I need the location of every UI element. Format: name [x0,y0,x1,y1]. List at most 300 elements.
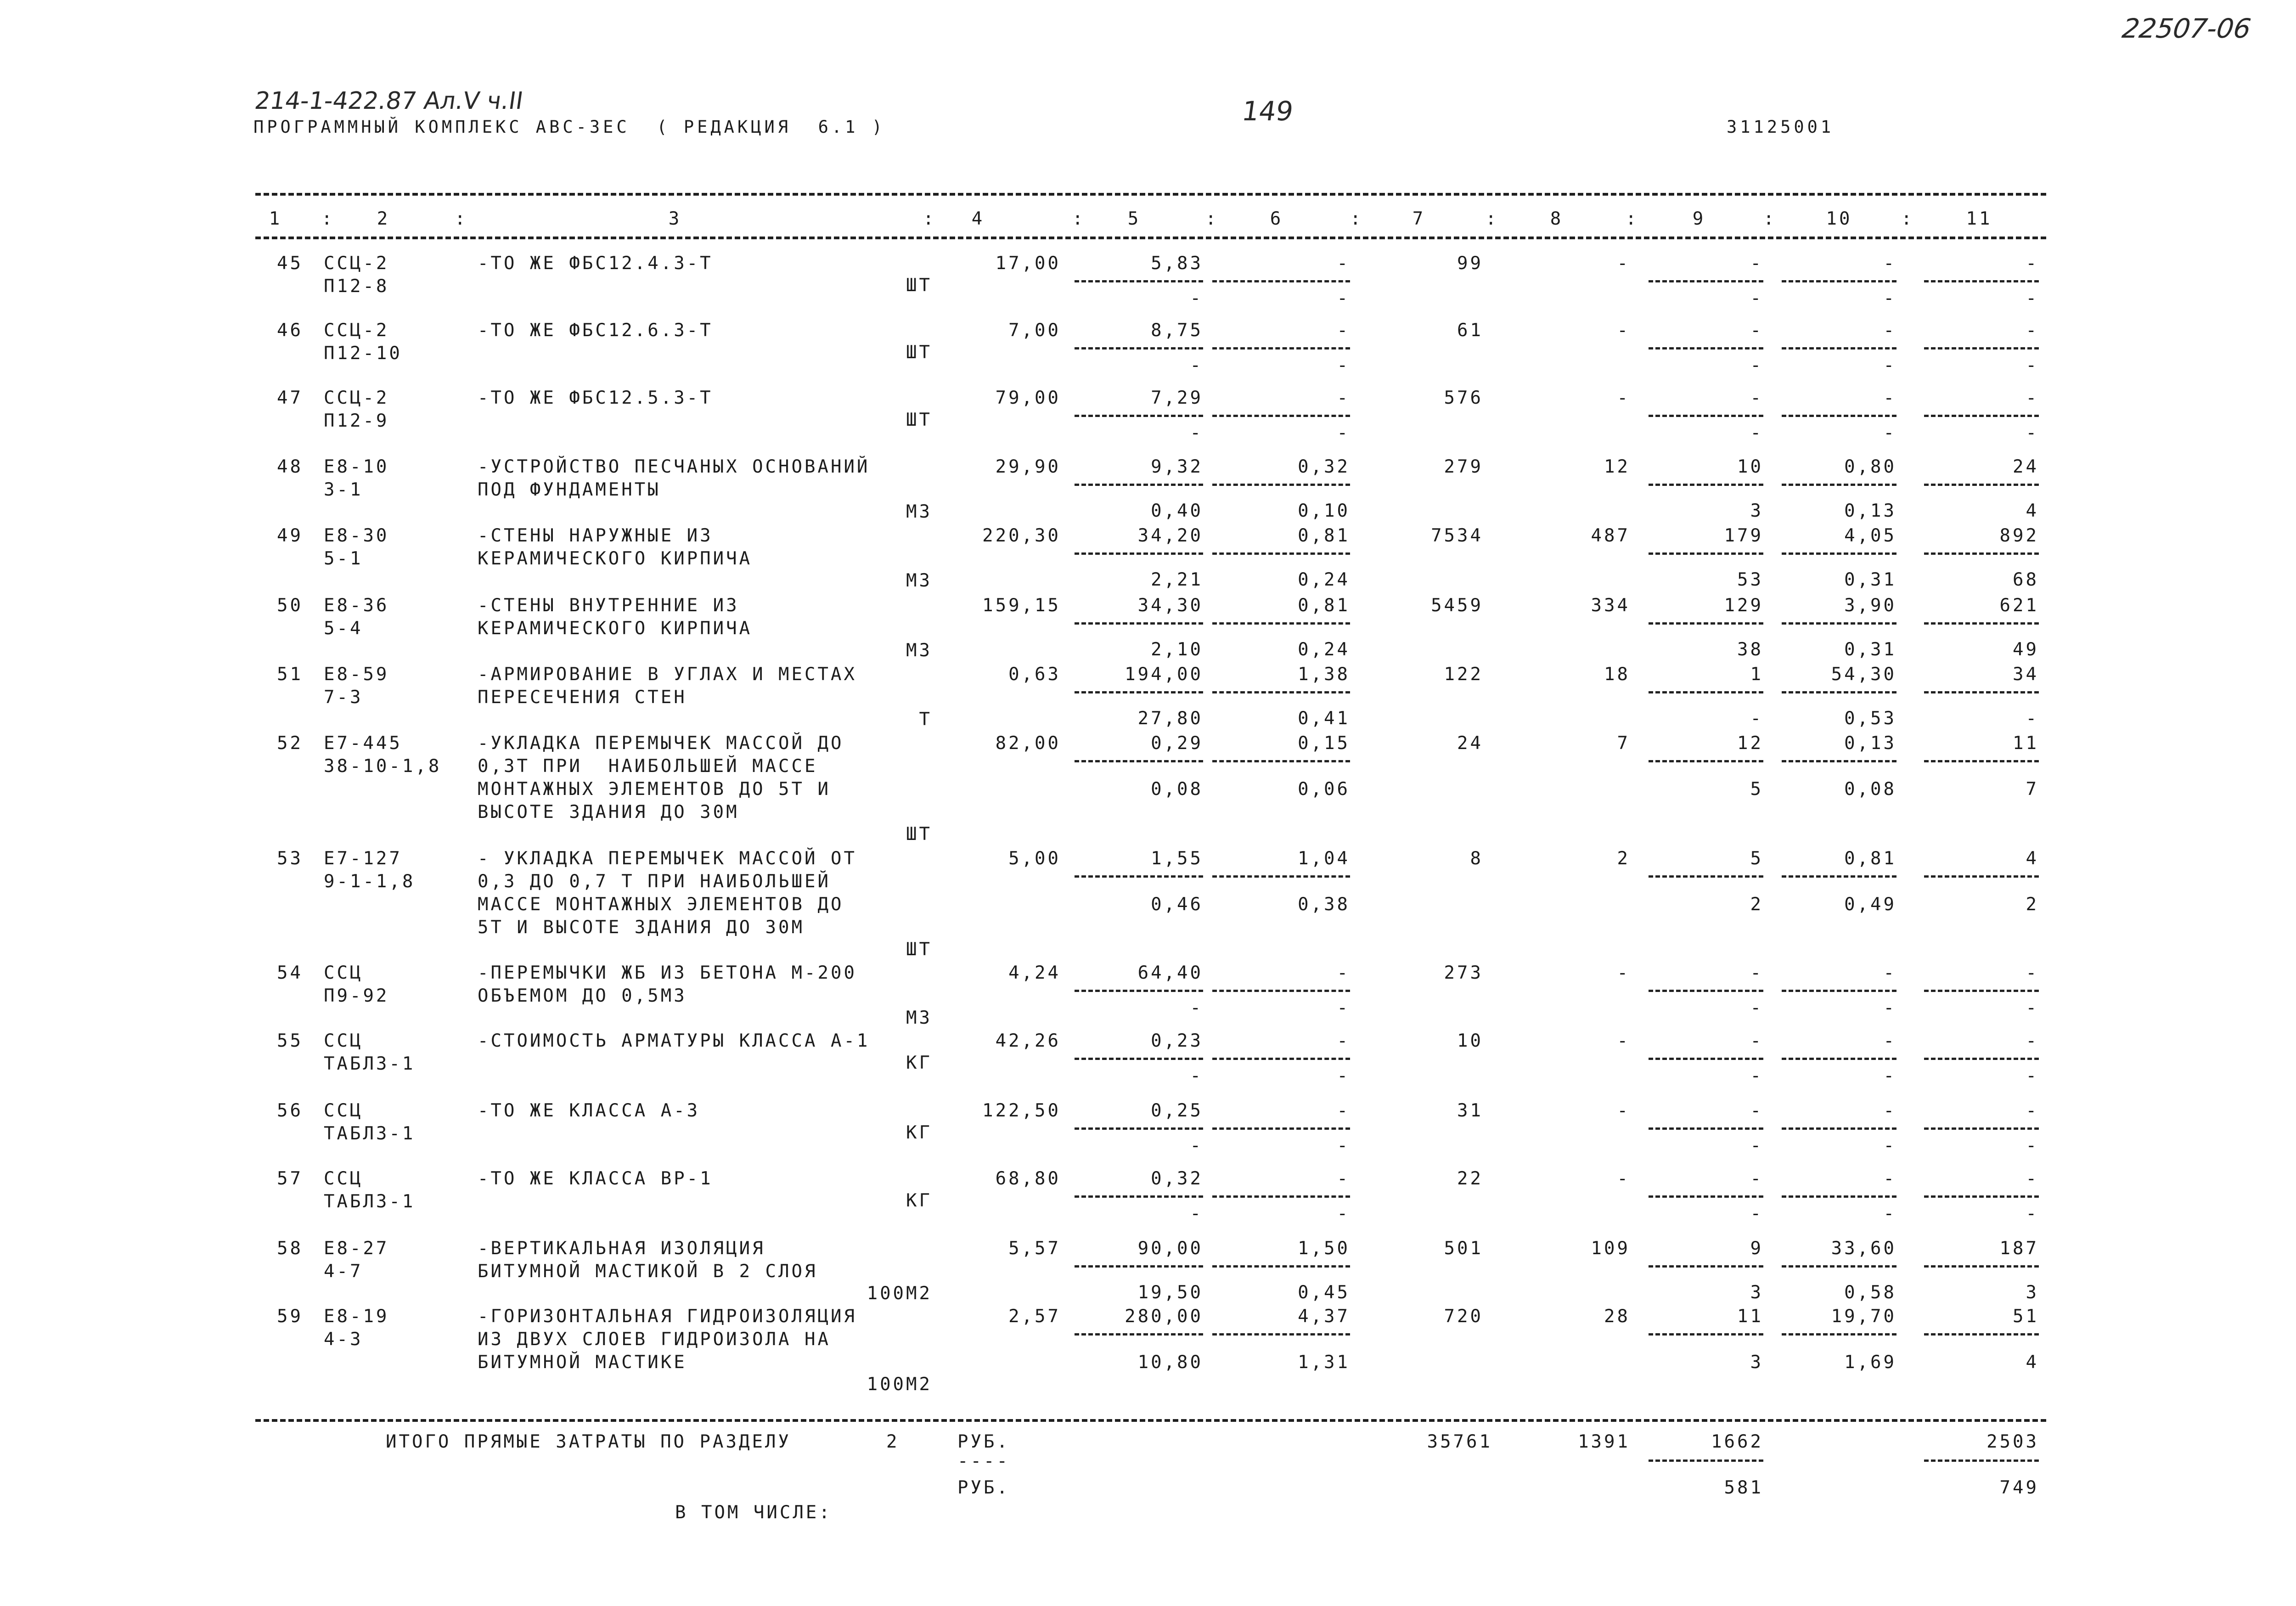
row-c5-value: 5,83 [1151,253,1203,274]
row-c10-subvalue: 0,31 [1844,639,1896,660]
row-c5-value: 34,20 [1137,525,1203,546]
subtotal-dash-line [1649,1333,1763,1336]
row-c5-subvalue: 27,80 [1137,708,1203,729]
row-code-sub: П9-92 [324,986,389,1006]
row-c10-subvalue: - [1883,288,1896,309]
row-code: Е8-36 [324,595,389,616]
row-col8-value: 2 [1617,848,1630,869]
subtotal-dash-line [1075,552,1203,555]
subtotal-dash-line [1782,415,1896,417]
row-c6-value: - [1337,388,1350,408]
row-unit: ШТ [906,342,932,363]
row-description: МАССЕ МОНТАЖНЫХ ЭЛЕМЕНТОВ ДО [478,894,844,915]
subtotal-dash-line [1649,552,1763,555]
row-col7-value: 5459 [1431,595,1483,616]
totals-col11: 2503 [1986,1431,2039,1452]
document-code: 214-1-422.87 Ал.V ч.II [253,87,525,115]
subtotal-dash-line [1782,347,1896,349]
row-c11-subvalue: - [2026,288,2039,309]
row-c10-value: - [1883,1100,1896,1121]
row-code-sub: 9-1-1,8 [324,871,416,892]
row-number: 52 [277,733,303,754]
row-c5-subvalue: 2,21 [1151,569,1203,590]
row-code-sub: П12-9 [324,411,389,431]
row-c5-subvalue: - [1190,1203,1203,1224]
row-c10-subvalue: 0,08 [1844,779,1896,800]
row-c10-subvalue: - [1883,1203,1896,1224]
row-c11-subvalue: 2 [2026,894,2039,915]
subtotal-dash-line [1075,622,1203,625]
row-quantity: 0,63 [1008,664,1061,685]
subtotal-dash-line [1212,1333,1350,1336]
subtotal-dash-line [1075,990,1203,992]
subtotal-dash-line [1075,1058,1203,1060]
row-c11-value: 621 [1999,595,2039,616]
column-separator: : [1205,208,1219,229]
row-number: 49 [277,525,303,546]
subtotal-dash-line [1649,760,1763,762]
row-c10-subvalue: 0,13 [1844,501,1896,521]
row-c5-subvalue: - [1190,423,1203,443]
subtotal-dash-line [1212,347,1350,349]
row-c6-subvalue: - [1337,355,1350,376]
subtotal-dash-line [1212,875,1350,878]
row-c6-subvalue: 0,45 [1298,1282,1350,1303]
row-c10-value: 54,30 [1831,664,1896,685]
document-number: 31125001 [1727,117,1835,137]
row-c9-value: - [1750,1100,1763,1121]
subtotal-dash-line [1924,875,2039,878]
subtotal-dash-line [1212,622,1350,625]
subtotal-dash-line [1782,990,1896,992]
row-description: ПОД ФУНДАМЕНТЫ [478,479,661,500]
row-c9-value: - [1750,963,1763,983]
row-code-sub: 38-10-1,8 [324,756,442,777]
subtotal-dash-line [1212,1127,1350,1130]
row-quantity: 68,80 [995,1168,1061,1189]
row-c9-subvalue: - [1750,1135,1763,1156]
row-code: ССЦ [324,1100,363,1121]
subtotal-dash-line [1649,347,1763,349]
row-code-sub: П12-8 [324,276,389,297]
row-c10-subvalue: 0,31 [1844,569,1896,590]
row-c11-subvalue: - [2026,997,2039,1018]
row-number: 56 [277,1100,303,1121]
row-col8-value: 109 [1591,1238,1630,1259]
subtotal-dash-line [1924,1127,2039,1130]
row-c11-value: - [2026,320,2039,341]
row-c9-subvalue: 2 [1750,894,1763,915]
row-unit: М3 [906,570,932,591]
row-unit: КГ [906,1190,932,1211]
row-description: -ТО ЖЕ ФБС12.6.3-Т [478,320,713,341]
row-c6-value: - [1337,963,1350,983]
row-number: 59 [277,1306,303,1327]
column-separator: : [923,208,936,229]
row-number: 47 [277,388,303,408]
row-c11-value: 187 [1999,1238,2039,1259]
row-c9-value: 10 [1737,456,1763,477]
row-c11-value: - [2026,963,2039,983]
row-col8-value: - [1617,388,1630,408]
subtotal-dash-line [1782,1127,1896,1130]
row-c5-value: 0,25 [1151,1100,1203,1121]
table-bottom-rule [255,1419,2046,1422]
row-col8-value: - [1617,253,1630,274]
row-c6-value: 0,81 [1298,525,1350,546]
row-unit: М3 [906,1008,932,1028]
row-quantity: 29,90 [995,456,1061,477]
row-unit: М3 [906,502,932,522]
row-description: ПЕРЕСЕЧЕНИЯ СТЕН [478,687,687,708]
totals-currency-dash: ---- [957,1451,1010,1471]
row-col8-value: 334 [1591,595,1630,616]
row-c10-subvalue: 0,53 [1844,708,1896,729]
row-code: ССЦ [324,1031,363,1051]
subtotal-dash-line [1212,280,1350,282]
row-c11-value: 892 [1999,525,2039,546]
row-c9-value: - [1750,253,1763,274]
corner-handwritten-mark: 22507-06 [2120,13,2253,44]
row-code: ССЦ-2 [324,388,389,408]
totals-col9: 1662 [1711,1431,1763,1452]
subtotal-dash-line [1075,691,1203,693]
row-c11-value: - [2026,1031,2039,1051]
subtotal-dash-line [1649,1265,1763,1268]
table-top-rule [255,193,2046,196]
subtotal-dash-line [1212,1265,1350,1268]
row-c5-value: 0,29 [1151,733,1203,754]
subtotal-dash-line [1782,1333,1896,1336]
column-header-rule [255,237,2046,239]
row-c10-value: 0,81 [1844,848,1896,869]
row-c11-subvalue: - [2026,1135,2039,1156]
row-col7-value: 576 [1444,388,1483,408]
row-c5-subvalue: - [1190,1065,1203,1086]
row-description: -ГОРИЗОНТАЛЬНАЯ ГИДРОИЗОЛЯЦИЯ [478,1306,857,1327]
subtotal-dash-line [1075,1195,1203,1198]
row-c6-value: 0,81 [1298,595,1350,616]
row-c11-value: - [2026,388,2039,408]
totals-section: 2 [886,1431,900,1452]
row-col8-value: 18 [1604,664,1630,685]
row-c5-subvalue: 0,08 [1151,779,1203,800]
subtotal-dash-line [1924,415,2039,417]
subtotal-dash-line [1924,990,2039,992]
row-quantity: 159,15 [982,595,1061,616]
row-unit: 100М2 [867,1283,932,1304]
row-c10-value: - [1883,388,1896,408]
row-c9-subvalue: 38 [1737,639,1763,660]
row-c9-subvalue: - [1750,997,1763,1018]
row-c5-value: 8,75 [1151,320,1203,341]
row-c5-value: 34,30 [1137,595,1203,616]
row-c6-value: 1,04 [1298,848,1350,869]
row-code-sub: 5-1 [324,548,363,569]
subtotal-dash-line [1649,990,1763,992]
row-code-sub: 5-4 [324,618,363,639]
subtotal-dash-line [1782,552,1896,555]
row-quantity: 42,26 [995,1031,1061,1051]
row-c10-value: - [1883,1168,1896,1189]
row-c5-subvalue: 10,80 [1137,1352,1203,1373]
row-c9-value: 129 [1724,595,1763,616]
row-c10-value: 0,80 [1844,456,1896,477]
row-code-sub: 3-1 [324,479,363,500]
row-code-sub: ТАБЛ3-1 [324,1191,416,1212]
row-code: ССЦ-2 [324,320,389,341]
subtotal-dash-line [1649,1195,1763,1198]
row-c6-subvalue: 0,06 [1298,779,1350,800]
row-code-sub: ТАБЛ3-1 [324,1123,416,1144]
subtotal-dash-line [1212,990,1350,992]
row-c10-subvalue: - [1883,423,1896,443]
row-number: 51 [277,664,303,685]
row-c10-value: - [1883,1031,1896,1051]
row-c9-value: - [1750,1168,1763,1189]
row-c5-subvalue: - [1190,997,1203,1018]
subtotal-dash-line [1924,760,2039,762]
row-unit: 100М2 [867,1374,932,1395]
row-c6-value: - [1337,253,1350,274]
row-c5-value: 7,29 [1151,388,1203,408]
row-code: Е8-30 [324,525,389,546]
row-col7-value: 7534 [1431,525,1483,546]
row-c5-subvalue: - [1190,355,1203,376]
row-unit: ШТ [906,824,932,845]
row-c9-value: - [1750,388,1763,408]
row-c6-subvalue: 1,31 [1298,1352,1350,1373]
column-number: 5 [1127,208,1141,229]
totals-col8: 1391 [1578,1431,1630,1452]
column-separator: : [1901,208,1914,229]
row-c11-subvalue: 49 [2013,639,2039,660]
row-c11-subvalue: - [2026,423,2039,443]
totals-col9-b: 581 [1724,1477,1763,1498]
row-code: ССЦ [324,963,363,983]
row-c5-value: 280,00 [1125,1306,1203,1327]
row-unit: КГ [906,1053,932,1073]
row-description: ИЗ ДВУХ СЛОЕВ ГИДРОИЗОЛА НА [478,1329,831,1350]
row-c6-subvalue: - [1337,997,1350,1018]
subtotal-dash-line [1075,760,1203,762]
totals-dash-col9 [1649,1459,1763,1462]
column-number: 8 [1550,208,1564,229]
row-description: -УСТРОЙСТВО ПЕСЧАНЫХ ОСНОВАНИЙ [478,456,870,477]
subtotal-dash-line [1212,484,1350,486]
row-c5-value: 0,23 [1151,1031,1203,1051]
row-number: 45 [277,253,303,274]
column-number: 4 [971,208,985,229]
row-c10-value: 0,13 [1844,733,1896,754]
row-unit: ШТ [906,410,932,430]
row-c11-subvalue: - [2026,708,2039,729]
row-number: 57 [277,1168,303,1189]
row-c10-subvalue: - [1883,1135,1896,1156]
row-c6-value: 4,37 [1298,1306,1350,1327]
row-c6-subvalue: - [1337,1135,1350,1156]
totals-currency: РУБ. [957,1431,1010,1452]
row-c6-value: - [1337,1168,1350,1189]
subtotal-dash-line [1782,484,1896,486]
row-c6-subvalue: 0,10 [1298,501,1350,521]
row-c9-subvalue: - [1750,1203,1763,1224]
row-description: -ТО ЖЕ КЛАССА ВР-1 [478,1168,713,1189]
row-c6-subvalue: 0,24 [1298,569,1350,590]
row-c9-subvalue: 5 [1750,779,1763,800]
row-description: КЕРАМИЧЕСКОГО КИРПИЧА [478,548,753,569]
column-separator: : [1072,208,1086,229]
row-c9-subvalue: 3 [1750,1352,1763,1373]
totals-including: В ТОМ ЧИСЛЕ: [675,1502,832,1523]
row-c11-subvalue: 3 [2026,1282,2039,1303]
row-c9-value: - [1750,1031,1763,1051]
row-quantity: 122,50 [982,1100,1061,1121]
row-c11-subvalue: - [2026,1203,2039,1224]
row-c10-value: 4,05 [1844,525,1896,546]
row-code-sub: 7-3 [324,687,363,708]
subtotal-dash-line [1924,622,2039,625]
subtotal-dash-line [1075,1127,1203,1130]
row-c6-subvalue: - [1337,423,1350,443]
row-c11-value: 4 [2026,848,2039,869]
row-col7-value: 99 [1457,253,1483,274]
row-c11-subvalue: - [2026,1065,2039,1086]
subtotal-dash-line [1649,280,1763,282]
row-unit: М3 [906,640,932,661]
totals-currency-2: РУБ. [957,1477,1010,1498]
row-c10-subvalue: 0,58 [1844,1282,1896,1303]
column-number: 1 [269,208,282,229]
row-c6-value: 1,50 [1298,1238,1350,1259]
subtotal-dash-line [1649,875,1763,878]
subtotal-dash-line [1075,1265,1203,1268]
row-c5-value: 0,32 [1151,1168,1203,1189]
row-c6-value: - [1337,1031,1350,1051]
subtotal-dash-line [1924,1265,2039,1268]
row-c5-subvalue: 2,10 [1151,639,1203,660]
row-description: ВЫСОТЕ ЗДАНИЯ ДО 30М [478,802,739,823]
column-separator: : [321,208,335,229]
row-c11-value: - [2026,253,2039,274]
row-c9-value: 12 [1737,733,1763,754]
row-c9-subvalue: - [1750,288,1763,309]
subtotal-dash-line [1924,1333,2039,1336]
row-description: -ВЕРТИКАЛЬНАЯ ИЗОЛЯЦИЯ [478,1238,765,1259]
subtotal-dash-line [1782,691,1896,693]
row-description: -АРМИРОВАНИЕ В УГЛАХ И МЕСТАХ [478,664,857,685]
row-number: 53 [277,848,303,869]
subtotal-dash-line [1075,875,1203,878]
row-c9-subvalue: 3 [1750,1282,1763,1303]
row-col8-value: - [1617,320,1630,341]
row-col8-value: 7 [1617,733,1630,754]
row-col7-value: 61 [1457,320,1483,341]
subtotal-dash-line [1924,1058,2039,1060]
subtotal-dash-line [1924,691,2039,693]
row-c11-value: 34 [2013,664,2039,685]
row-code-sub: П12-10 [324,343,402,364]
row-col8-value: 487 [1591,525,1630,546]
row-c10-subvalue: 0,49 [1844,894,1896,915]
row-c11-value: 11 [2013,733,2039,754]
subtotal-dash-line [1782,1058,1896,1060]
row-c9-value: 5 [1750,848,1763,869]
row-quantity: 17,00 [995,253,1061,274]
row-c6-subvalue: 0,41 [1298,708,1350,729]
subtotal-dash-line [1649,622,1763,625]
row-col7-value: 122 [1444,664,1483,685]
row-col7-value: 31 [1457,1100,1483,1121]
row-description: БИТУМНОЙ МАСТИКОЙ В 2 СЛОЯ [478,1261,818,1282]
row-description: -ТО ЖЕ КЛАССА А-3 [478,1100,700,1121]
row-col8-value: 12 [1604,456,1630,477]
column-number: 11 [1966,208,1992,229]
column-separator: : [455,208,468,229]
row-col8-value: 28 [1604,1306,1630,1327]
row-c10-value: - [1883,963,1896,983]
row-code: Е7-445 [324,733,402,754]
row-c10-value: 33,60 [1831,1238,1896,1259]
column-separator: : [1350,208,1363,229]
row-description: -СТОИМОСТЬ АРМАТУРЫ КЛАССА А-1 [478,1031,870,1051]
row-c6-value: 0,15 [1298,733,1350,754]
row-c5-subvalue: - [1190,288,1203,309]
column-number: 2 [377,208,390,229]
row-c6-subvalue: - [1337,288,1350,309]
row-description: МОНТАЖНЫХ ЭЛЕМЕНТОВ ДО 5Т И [478,779,831,800]
row-description: 0,3Т ПРИ НАИБОЛЬШЕЙ МАССЕ [478,756,818,777]
row-c10-value: - [1883,320,1896,341]
row-c10-subvalue: - [1883,997,1896,1018]
row-c5-value: 194,00 [1125,664,1203,685]
row-c9-subvalue: - [1750,423,1763,443]
row-c11-subvalue: 68 [2013,569,2039,590]
row-description: - УКЛАДКА ПЕРЕМЫЧЕК МАССОЙ ОТ [478,848,857,869]
row-c11-subvalue: 4 [2026,1352,2039,1373]
row-number: 48 [277,456,303,477]
subtotal-dash-line [1782,622,1896,625]
subtotal-dash-line [1649,1127,1763,1130]
subtotal-dash-line [1649,415,1763,417]
subtotal-dash-line [1212,1058,1350,1060]
subtotal-dash-line [1782,760,1896,762]
row-c11-value: 51 [2013,1306,2039,1327]
row-c5-value: 9,32 [1151,456,1203,477]
subtotal-dash-line [1649,484,1763,486]
row-quantity: 2,57 [1008,1306,1061,1327]
subtotal-dash-line [1075,1333,1203,1336]
row-col8-value: - [1617,963,1630,983]
row-c11-subvalue: 4 [2026,501,2039,521]
totals-col7: 35761 [1427,1431,1492,1452]
column-number: 10 [1826,208,1852,229]
row-description: 0,3 ДО 0,7 Т ПРИ НАИБОЛЬШЕЙ [478,871,831,892]
row-code: Е8-27 [324,1238,389,1259]
row-c5-subvalue: 19,50 [1137,1282,1203,1303]
row-unit: ШТ [906,939,932,960]
row-col8-value: - [1617,1168,1630,1189]
row-description: -УКЛАДКА ПЕРЕМЫЧЕК МАССОЙ ДО [478,733,844,754]
row-quantity: 4,24 [1008,963,1061,983]
row-c9-subvalue: - [1750,355,1763,376]
row-c6-value: 0,32 [1298,456,1350,477]
subtotal-dash-line [1075,415,1203,417]
row-c6-value: - [1337,320,1350,341]
subtotal-dash-line [1212,1195,1350,1198]
subtotal-dash-line [1212,552,1350,555]
totals-dash-col11 [1924,1459,2039,1462]
